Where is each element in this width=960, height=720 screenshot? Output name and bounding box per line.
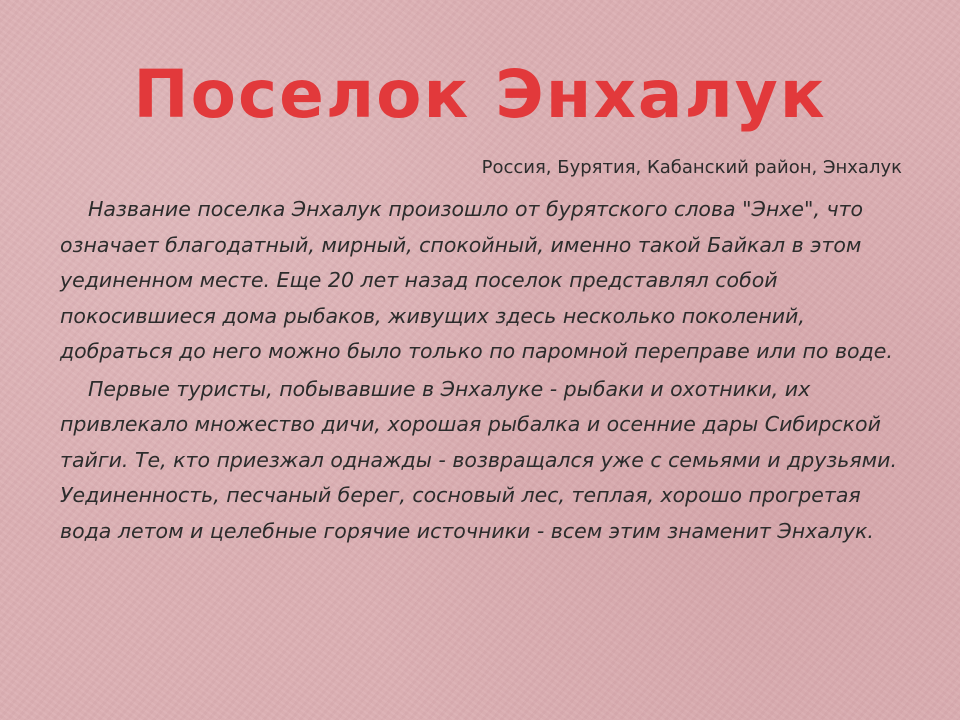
body-paragraph-2: Первые туристы, побывавшие в Энхалуке - рыбаки и охотники, их привлекало множество дичи, хорошая рыбалка и осенние дары Сибирской тайги. Те, кто приезжал однажды - возвращался уже с семьями и друзьями. Уединенность, песчаный берег, сосновый лес, теплая, хорошо прогретая вода летом и целебные горячие источники - всем этим знаменит Энхалук. [60,376,897,543]
body-paragraph-1: Название поселка Энхалук произошло от бурятского слова "Энхе", что означает благодатный, мирный, спокойный, именно такой Байкал в этом уединенном месте. Еще 20 лет назад поселок представлял собой покосившиеся дома рыбаков, живущих здесь несколько поколений, добраться до него можно было только по паромной переправе или по воде. [60,197,893,363]
slide-body [60,192,900,551]
location-subtitle: Россия, Бурятия, Кабанский район, Энхалук [481,157,902,178]
slide-title: Поселок Энхалук [133,56,827,133]
